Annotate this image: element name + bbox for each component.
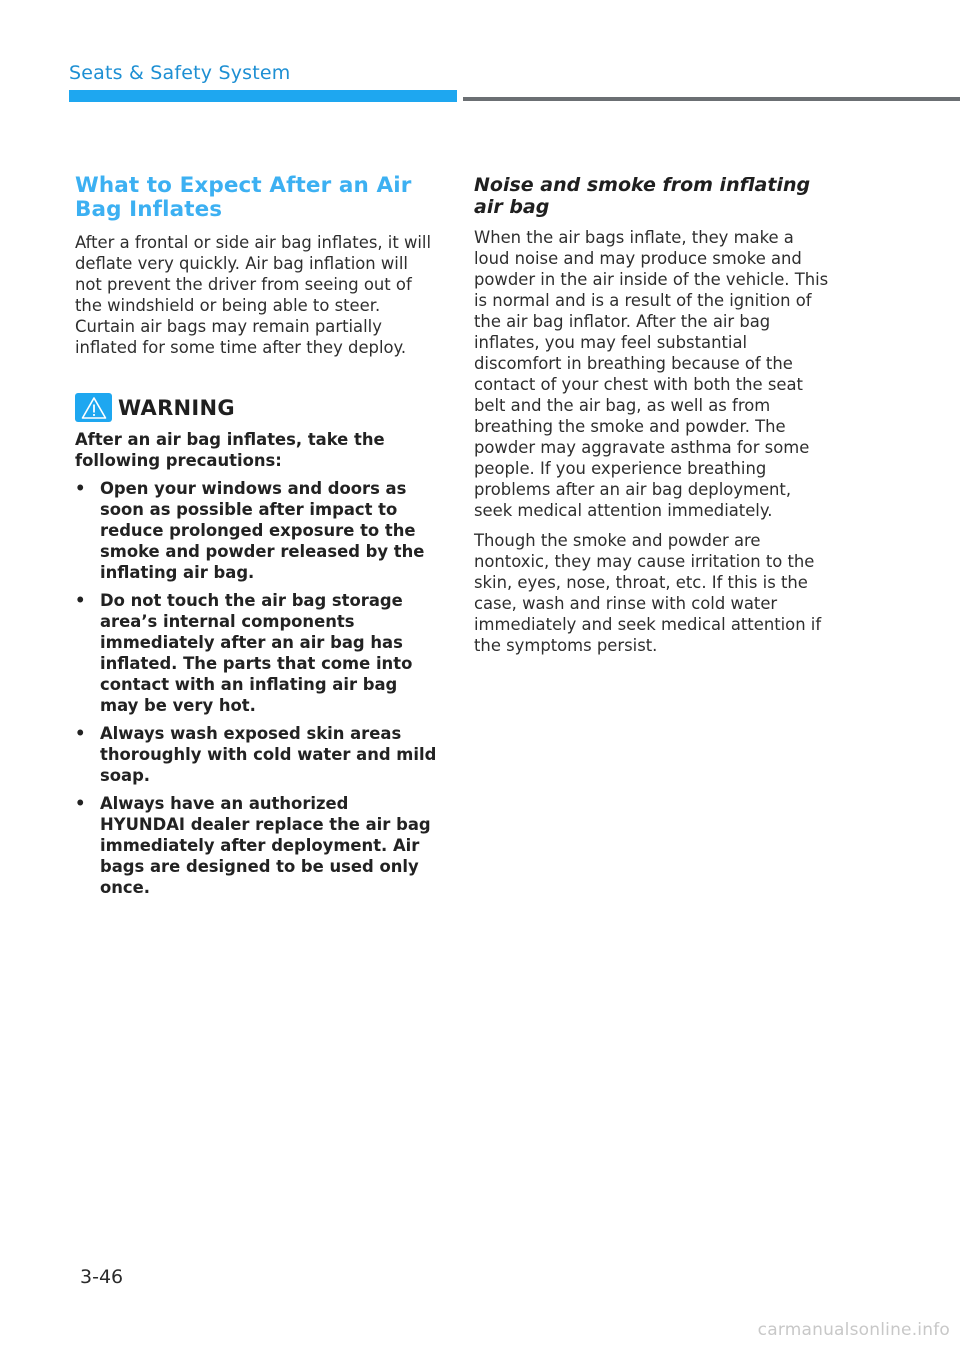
bullet-icon: • (75, 591, 86, 610)
subsection-paragraph: When the air bags inflate, they make a loud noise and may produce smoke and powder in the air inside of the vehicle. This is normal and is a result of the ignition of the air bag inflator. After the air bag inflates, you may feel substantial discomfort in breathing because of the contact of your chest with both the seat belt and the air bag, as well as from breathing the smoke and powder. The powder may aggravate asthma for some people. If you experience breathing problems after an air bag deployment, seek medical attention immediately. (474, 228, 829, 520)
section-paragraph: After a frontal or side air bag inflates, it will deflate very quickly. Air bag inflation will not prevent the driver from seeing out of the windshield or being able to steer. Curtain air bags may remain partially inflated for some time after they deploy. (75, 233, 432, 357)
warning-item: • Do not touch the air bag storage area’s internal components immediately after an air bag has inflated. The parts that come into contact with an inflating air bag may be very hot. (75, 591, 413, 715)
bullet-icon: • (75, 794, 86, 813)
page-header-title: Seats & Safety System (69, 62, 291, 84)
subsection-title: Noise and smoke from inflating air bag (474, 174, 811, 218)
left-column (75, 174, 437, 905)
header-divider-rule (463, 97, 960, 101)
warning-item: • Always wash exposed skin areas thoroughly with cold water and mild soap. (75, 724, 437, 785)
watermark: carmanualsonline.info (757, 1320, 950, 1340)
warning-list (75, 478, 437, 898)
warning-header (75, 393, 437, 422)
bullet-icon: • (75, 724, 86, 743)
warning-item: • Open your windows and doors as soon as possible after impact to reduce prolonged exposure to the smoke and powder released by the inflating air bag. (75, 479, 425, 582)
warning-intro: After an air bag inflates, take the following precautions: (75, 430, 385, 470)
page-number: 3-46 (80, 1266, 124, 1288)
warning-item: • Always have an authorized HYUNDAI dealer replace the air bag immediately after deployment. Air bags are designed to be used only once. (75, 794, 431, 897)
subsection-paragraph: Though the smoke and powder are nontoxic, they may cause irritation to the skin, eyes, nose, throat, etc. If this is the case, wash and rinse with cold water immediately and seek medical attention if the symptoms persist. (474, 531, 822, 655)
warning-title: WARNING (118, 395, 235, 420)
section-title: What to Expect After an Air Bag Inflates (75, 173, 412, 222)
bullet-icon: • (75, 479, 86, 498)
warning-triangle-icon (75, 393, 112, 422)
right-column (474, 174, 834, 665)
header-accent-rule (69, 90, 457, 102)
